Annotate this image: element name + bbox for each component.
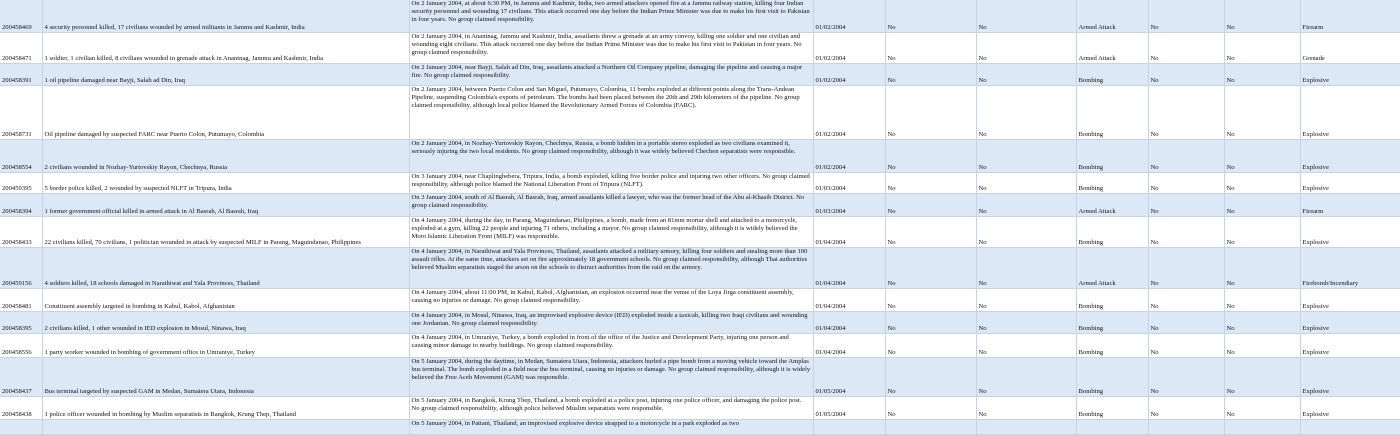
- cell-date[interactable]: [813, 420, 885, 435]
- table-row[interactable]: [0, 312, 1400, 334]
- cell-flag-2[interactable]: No: [976, 248, 1076, 289]
- cell-incident-title[interactable]: 1 soldier, 1 civilian killed, 8 civilians wounded in grenade attack in Anantnag, Jammu and Kashmir, India: [42, 33, 409, 64]
- cell-flag-1[interactable]: No: [885, 33, 976, 64]
- cell-flag-2[interactable]: No: [976, 358, 1076, 397]
- table-row[interactable]: [0, 289, 1400, 312]
- cell-incident-id[interactable]: 200458433: [0, 217, 42, 248]
- cell-flag-2[interactable]: No: [976, 0, 1076, 33]
- cell-attack-type[interactable]: Armed Attack: [1076, 248, 1148, 289]
- cell-summary[interactable]: On 5 January 2004, in Pattani, Thailand, an improvised explosive device strapped to a motorcycle in a park exploded as two: [409, 420, 813, 435]
- cell-flag-3[interactable]: No: [1148, 289, 1224, 312]
- cell-flag-2[interactable]: No: [976, 312, 1076, 334]
- cell-attack-type[interactable]: Bombing: [1076, 289, 1148, 312]
- cell-flag-4[interactable]: No: [1224, 334, 1300, 358]
- cell-flag-3[interactable]: No: [1148, 248, 1224, 289]
- cell-flag-2[interactable]: No: [976, 289, 1076, 312]
- cell-flag-2[interactable]: No: [976, 33, 1076, 64]
- cell-summary[interactable]: On 2 January 2004, at about 6:30 PM, in Jammu and Kashmir, India, two armed attackers opened fire at a Jammu railway station, killing four Indian security personnel and wounding 17 civilians. This attack occurred one day before the Indian Prime Minister was due to make his first visit to Pakistan in four years. No group claimed responsibility.: [409, 0, 813, 33]
- cell-flag-4[interactable]: No: [1224, 397, 1300, 420]
- cell-date[interactable]: 01/04/2004: [813, 248, 885, 289]
- cell-summary[interactable]: On 2 January 2004, between Puerto Colon and San Miguel, Putumayo, Colombia, 11 bombs exploded at different points along the Trans-Andean Pipeline, suspending Colombia's exports of petroleum. The bombs had been placed between the 20th and 29th kilometers of the pipeline. No group claimed responsibility, although local police blamed the Revolutionary Armed Forces of Colombia (FARC).: [409, 86, 813, 140]
- cell-date[interactable]: 01/03/2004: [813, 194, 885, 217]
- cell-flag-1[interactable]: No: [885, 86, 976, 140]
- cell-flag-2[interactable]: No: [976, 334, 1076, 358]
- cell-flag-3[interactable]: No: [1148, 173, 1224, 194]
- cell-flag-3[interactable]: No: [1148, 358, 1224, 397]
- table-row[interactable]: [0, 0, 1400, 33]
- cell-weapon-type[interactable]: Explosive: [1300, 140, 1400, 173]
- cell-date[interactable]: 01/04/2004: [813, 217, 885, 248]
- cell-flag-2[interactable]: No: [976, 86, 1076, 140]
- cell-incident-id[interactable]: 200458469: [0, 0, 42, 33]
- cell-attack-type[interactable]: Armed Attack: [1076, 0, 1148, 33]
- cell-summary[interactable]: On 4 January 2004, in Narathiwat and Yala Provinces, Thailand, assailants attacked a military armory, killing four soldiers and stealing more than 100 assault rifles. At the same time, attackers set on fire approximately 18 government schools. No group claimed responsibility, although Thai authorities believed Muslim separatists staged the arson on the schools to distract authorities from the raid on the armory.: [409, 248, 813, 289]
- cell-attack-type[interactable]: Armed Attack: [1076, 33, 1148, 64]
- cell-weapon-type[interactable]: [1300, 420, 1400, 435]
- cell-date[interactable]: 01/04/2004: [813, 289, 885, 312]
- cell-attack-type[interactable]: Bombing: [1076, 86, 1148, 140]
- cell-flag-3[interactable]: No: [1148, 64, 1224, 86]
- cell-flag-3[interactable]: No: [1148, 397, 1224, 420]
- cell-date[interactable]: 01/02/2004: [813, 64, 885, 86]
- cell-weapon-type[interactable]: Explosive: [1300, 217, 1400, 248]
- cell-flag-4[interactable]: No: [1224, 312, 1300, 334]
- cell-incident-title[interactable]: 4 security personnel killed, 17 civilians wounded by armed militants in Jammu and Kashmir, India: [42, 0, 409, 33]
- cell-flag-4[interactable]: No: [1224, 0, 1300, 33]
- cell-flag-3[interactable]: No: [1148, 33, 1224, 64]
- cell-incident-title[interactable]: 22 civilians killed, 70 civilians, 1 politician wounded in attack by suspected MILF in Parang, Maguindanao, Philippines: [42, 217, 409, 248]
- cell-summary[interactable]: On 2 January 2004, in Anantnag, Jammu and Kashmir, India, assailants threw a grenade at an army convoy, killing one soldier and one civilian and wounding eight civilians. This attack occurred one day before the Indian Prime Minister was due to make his first visit to Pakistan in four years. No group claimed responsibility.: [409, 33, 813, 64]
- cell-date[interactable]: 01/04/2004: [813, 312, 885, 334]
- cell-summary[interactable]: On 4 January 2004, about 11:00 PM, in Kabul, Kabol, Afghanistan, an explosion occurred near the venue of the Loya Jirga constituent assembly, causing no injuries or damage. No group claimed responsibility.: [409, 289, 813, 312]
- cell-summary[interactable]: On 2 January 2004, in Nozhay-Yurtovskiy Rayon, Chechnya, Russia, a bomb hidden in a portable stereo exploded as two civilians examined it, seriously injuring the two local residents. No group claimed responsibility, although it was widely believed Chechen separatists were responsible.: [409, 140, 813, 173]
- table-row[interactable]: [0, 420, 1400, 435]
- cell-flag-1[interactable]: No: [885, 64, 976, 86]
- cell-incident-title[interactable]: Oil pipeline damaged by suspected FARC near Puerto Colon, Putumayo, Colombia: [42, 86, 409, 140]
- cell-weapon-type[interactable]: Explosive: [1300, 86, 1400, 140]
- cell-flag-3[interactable]: No: [1148, 0, 1224, 33]
- table-row[interactable]: [0, 33, 1400, 64]
- cell-flag-4[interactable]: No: [1224, 358, 1300, 397]
- cell-incident-title[interactable]: Bus terminal targeted by suspected GAM in Medan, Sumatera Utara, Indonesia: [42, 358, 409, 397]
- cell-incident-title[interactable]: 1 police officer wounded in bombing by Muslim separatists in Bangkok, Krung Thep, Thailand: [42, 397, 409, 420]
- cell-flag-1[interactable]: [885, 420, 976, 435]
- cell-incident-id[interactable]: 200458394: [0, 194, 42, 217]
- cell-weapon-type[interactable]: Explosive: [1300, 358, 1400, 397]
- cell-incident-title[interactable]: 1 oil pipeline damaged near Bayji, Salah ad Din, Iraq: [42, 64, 409, 86]
- cell-summary[interactable]: On 5 January 2004, during the daytime, in Medan, Sumatera Utara, Indonesia, attackers hurled a pipe bomb from a moving vehicle toward the Amplas bus terminal. The bomb exploded in a field near the bus terminal, causing no injuries or damage. No group claimed responsibility, although it is widely believed the Free Aceh Movement (GAM) was responsible.: [409, 358, 813, 397]
- cell-attack-type[interactable]: Bombing: [1076, 358, 1148, 397]
- cell-attack-type[interactable]: Bombing: [1076, 64, 1148, 86]
- cell-summary[interactable]: On 2 January 2004, near Bayji, Salah ad Din, Iraq, assailants attacked a Northern Oil Company pipeline, damaging the pipeline and causing a major fire. No group claimed responsibility.: [409, 64, 813, 86]
- cell-incident-title[interactable]: 1 party worker wounded in bombing of government office in Umraniye, Turkey: [42, 334, 409, 358]
- cell-summary[interactable]: On 5 January 2004, in Bangkok, Krung Thep, Thailand, a bomb exploded at a police post, injuring one police officer, and damaging the police post. No group claimed responsibility, although police believed Muslim separatists were responsible.: [409, 397, 813, 420]
- cell-weapon-type[interactable]: Explosive: [1300, 64, 1400, 86]
- cell-incident-id[interactable]: 200459395: [0, 173, 42, 194]
- cell-incident-title[interactable]: 4 soldiers killed, 18 schools damaged in Narathiwat and Yala Provinces, Thailand: [42, 248, 409, 289]
- table-row[interactable]: [0, 217, 1400, 248]
- table-row[interactable]: [0, 334, 1400, 358]
- cell-flag-3[interactable]: [1148, 420, 1224, 435]
- cell-flag-2[interactable]: [976, 420, 1076, 435]
- cell-summary[interactable]: On 4 January 2004, in Mosul, Ninawa, Iraq, an improvised explosive device (IED) exploded inside a taxicab, killing two Iraqi civilians and wounding one Jordanian. No group claimed responsibility.: [409, 312, 813, 334]
- cell-summary[interactable]: On 3 January 2004, south of Al Basrah, Al Basrah, Iraq, armed assailants killed a lawyer, who was the former head of the Abu al-Khasib District. No group claimed responsibility.: [409, 194, 813, 217]
- cell-flag-4[interactable]: No: [1224, 140, 1300, 173]
- cell-flag-2[interactable]: No: [976, 173, 1076, 194]
- cell-flag-4[interactable]: No: [1224, 173, 1300, 194]
- cell-weapon-type[interactable]: Firebomb/Incendiary: [1300, 248, 1400, 289]
- cell-flag-4[interactable]: No: [1224, 33, 1300, 64]
- cell-weapon-type[interactable]: Explosive: [1300, 312, 1400, 334]
- cell-flag-1[interactable]: No: [885, 217, 976, 248]
- cell-attack-type[interactable]: Bombing: [1076, 217, 1148, 248]
- cell-flag-2[interactable]: No: [976, 397, 1076, 420]
- cell-summary[interactable]: On 3 January 2004, near Chaplinghebera, Tripura, India, a bomb exploded, killing five border police and injuring two other officers. No group claimed responsibility, although police blamed the National Liberation Front of Tripura (NLFT).: [409, 173, 813, 194]
- cell-summary[interactable]: On 4 January 2004, during the day, in Parang, Maguindanao, Philippines, a bomb, made from an 81mm mortar shell and attached to a motorcycle, exploded at a gym, killing 22 people and injuring 71 others, including a mayor. No group claimed responsibility, although it is widely believed the Moro Islamic Liberation Front (MILF) was responsible.: [409, 217, 813, 248]
- cell-flag-3[interactable]: No: [1148, 217, 1224, 248]
- cell-flag-1[interactable]: No: [885, 140, 976, 173]
- cell-flag-4[interactable]: No: [1224, 86, 1300, 140]
- table-row[interactable]: [0, 173, 1400, 194]
- table-row[interactable]: [0, 86, 1400, 140]
- cell-flag-3[interactable]: No: [1148, 86, 1224, 140]
- cell-flag-4[interactable]: No: [1224, 64, 1300, 86]
- cell-flag-4[interactable]: No: [1224, 194, 1300, 217]
- cell-flag-2[interactable]: No: [976, 140, 1076, 173]
- cell-weapon-type[interactable]: Explosive: [1300, 289, 1400, 312]
- cell-incident-id[interactable]: 200459156: [0, 248, 42, 289]
- cell-attack-type[interactable]: Bombing: [1076, 312, 1148, 334]
- table-row[interactable]: [0, 358, 1400, 397]
- cell-flag-3[interactable]: No: [1148, 140, 1224, 173]
- cell-attack-type[interactable]: Bombing: [1076, 173, 1148, 194]
- cell-attack-type[interactable]: Armed Attack: [1076, 194, 1148, 217]
- cell-date[interactable]: 01/04/2004: [813, 334, 885, 358]
- cell-incident-id[interactable]: 200458391: [0, 64, 42, 86]
- cell-flag-3[interactable]: No: [1148, 312, 1224, 334]
- cell-incident-id[interactable]: [0, 420, 42, 435]
- cell-incident-title[interactable]: 2 civilians wounded in Nozhay-Yurtovskiy Rayon, Chechnya, Russia: [42, 140, 409, 173]
- cell-date[interactable]: 01/03/2004: [813, 173, 885, 194]
- cell-flag-4[interactable]: No: [1224, 217, 1300, 248]
- cell-date[interactable]: 01/02/2004: [813, 140, 885, 173]
- table-row[interactable]: [0, 194, 1400, 217]
- cell-incident-id[interactable]: 200458471: [0, 33, 42, 64]
- cell-flag-1[interactable]: No: [885, 397, 976, 420]
- cell-flag-3[interactable]: No: [1148, 194, 1224, 217]
- cell-flag-1[interactable]: No: [885, 173, 976, 194]
- cell-flag-4[interactable]: No: [1224, 248, 1300, 289]
- cell-incident-title[interactable]: 2 civilians killed, 1 other wounded in IED explosion in Mosul, Ninawa, Iraq: [42, 312, 409, 334]
- cell-flag-4[interactable]: No: [1224, 289, 1300, 312]
- cell-date[interactable]: 01/02/2004: [813, 33, 885, 64]
- cell-flag-2[interactable]: No: [976, 217, 1076, 248]
- cell-incident-id[interactable]: 200458437: [0, 358, 42, 397]
- cell-date[interactable]: 01/05/2004: [813, 397, 885, 420]
- table-row[interactable]: [0, 248, 1400, 289]
- cell-date[interactable]: 01/02/2004: [813, 0, 885, 33]
- cell-weapon-type[interactable]: Firearm: [1300, 0, 1400, 33]
- cell-date[interactable]: 01/05/2004: [813, 358, 885, 397]
- cell-incident-id[interactable]: 200458556: [0, 334, 42, 358]
- cell-flag-1[interactable]: No: [885, 0, 976, 33]
- cell-weapon-type[interactable]: Firearm: [1300, 194, 1400, 217]
- cell-incident-title[interactable]: 5 border police killed, 2 wounded by suspected NLFT in Tripura, India: [42, 173, 409, 194]
- cell-flag-2[interactable]: No: [976, 194, 1076, 217]
- cell-incident-title[interactable]: 1 former government official killed in armed attack in Al Basrah, Al Basrah, Iraq: [42, 194, 409, 217]
- cell-flag-1[interactable]: No: [885, 334, 976, 358]
- cell-flag-1[interactable]: No: [885, 289, 976, 312]
- cell-attack-type[interactable]: Bombing: [1076, 140, 1148, 173]
- cell-summary[interactable]: On 4 January 2004, in Umraniye, Turkey, a bomb exploded in front of the office of the Justice and Development Party, injuring one person and causing minor damage to nearby buildings. No group claimed responsibility.: [409, 334, 813, 358]
- cell-weapon-type[interactable]: Explosive: [1300, 397, 1400, 420]
- cell-flag-1[interactable]: No: [885, 248, 976, 289]
- cell-incident-id[interactable]: 200458731: [0, 86, 42, 140]
- cell-weapon-type[interactable]: Grenade: [1300, 33, 1400, 64]
- cell-incident-title[interactable]: Constituent assembly targeted in bombing in Kabul, Kabol, Afghanistan: [42, 289, 409, 312]
- cell-incident-id[interactable]: 200458554: [0, 140, 42, 173]
- cell-flag-1[interactable]: No: [885, 194, 976, 217]
- cell-attack-type[interactable]: Bombing: [1076, 334, 1148, 358]
- cell-incident-title[interactable]: [42, 420, 409, 435]
- cell-incident-id[interactable]: 200458481: [0, 289, 42, 312]
- cell-incident-id[interactable]: 200458395: [0, 312, 42, 334]
- cell-weapon-type[interactable]: Explosive: [1300, 334, 1400, 358]
- cell-incident-id[interactable]: 200458438: [0, 397, 42, 420]
- cell-weapon-type[interactable]: Explosive: [1300, 173, 1400, 194]
- cell-date[interactable]: 01/02/2004: [813, 86, 885, 140]
- cell-flag-4[interactable]: [1224, 420, 1300, 435]
- table-row[interactable]: [0, 64, 1400, 86]
- cell-flag-2[interactable]: No: [976, 64, 1076, 86]
- cell-attack-type[interactable]: [1076, 420, 1148, 435]
- cell-flag-1[interactable]: No: [885, 358, 976, 397]
- table-row[interactable]: [0, 140, 1400, 173]
- cell-flag-1[interactable]: No: [885, 312, 976, 334]
- cell-attack-type[interactable]: Bombing: [1076, 397, 1148, 420]
- cell-flag-3[interactable]: No: [1148, 334, 1224, 358]
